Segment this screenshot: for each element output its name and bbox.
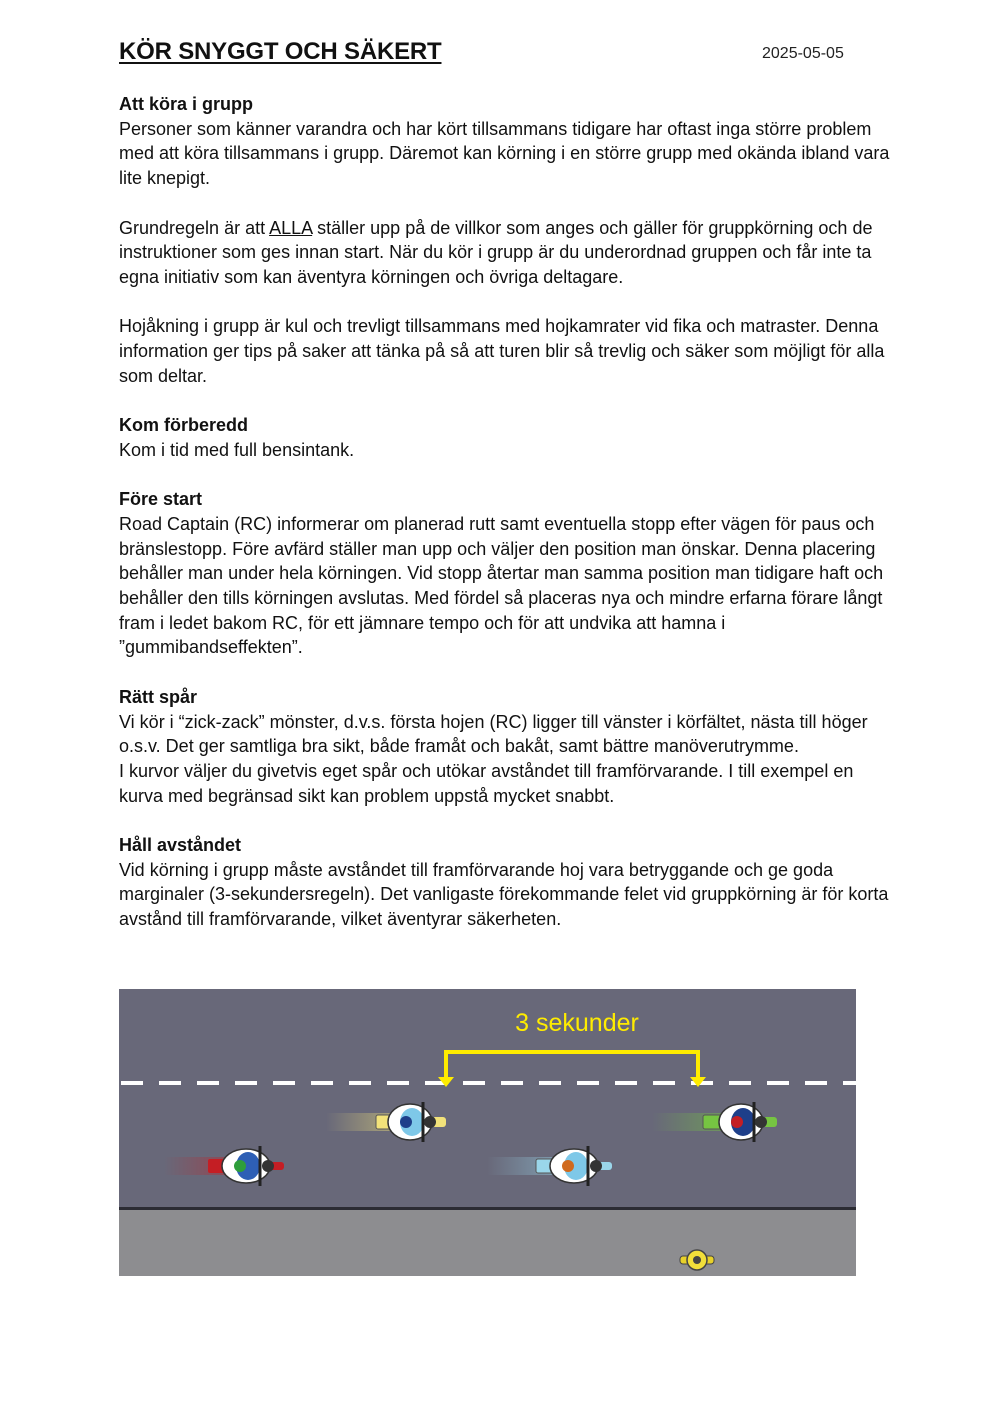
section-prepared xyxy=(119,413,899,462)
road-edge xyxy=(119,1207,856,1210)
group-riding-illustration xyxy=(119,989,856,1276)
section-heading: Kom förberedd xyxy=(119,415,249,436)
section-heading: Håll avståndet xyxy=(119,835,242,855)
paragraph-text: ställer upp på de villkor som anges och gäller för gruppkörning och de instruktioner som ges innan start. När du kör i grupp är du underordnad gruppen och får inte ta egna initiativ som kan äventyra körningen och övriga deltagare. xyxy=(119,217,873,287)
document-date: 2025-05-05 xyxy=(762,45,844,62)
paragraph: Hojåkning i grupp är kul och trevligt tillsammans med hojkamrater vid fika och matraster. Denna information ger tips på saker att tänka på så att turen blir så trevlig och säker som möjligt för alla som deltar. xyxy=(119,316,885,386)
paragraph: I kurvor väljer du givetvis eget spår och utökar avståndet till framförvarande. I till exempel en kurva med begränsad sikt kan problem uppstå mycket snabbt. xyxy=(119,760,854,806)
document-body xyxy=(119,92,899,957)
section-heading: Rätt spår xyxy=(119,686,198,707)
road-shoulder xyxy=(119,1210,856,1276)
section-before-start xyxy=(119,487,899,660)
emphasis-all: ALLA xyxy=(269,217,313,238)
paragraph: Road Captain (RC) informerar om planerad rutt samt eventuella stopp efter vägen för paus och bränslestopp. Före avfärd ställer man upp och väljer den position man önskar. Denna placering behåller man under hela körningen. Vid stopp återtar man samma position man tidigare haft och behåller den tills körningen avslutas. Med fördel så placeras nya och mindre erfarna förare långt fram i ledet bakom RC, för ett jämnare tempo och för att undvika att hamna i ”gummibandseffekten”. xyxy=(119,513,884,658)
section-right-track xyxy=(119,685,899,809)
section-heading: Före start xyxy=(119,489,203,510)
paragraph: Vid körning i grupp måste avståndet till framförvarande hoj vara betryggande och ge goda marginaler (3-sekundersregeln). Det vanligaste förekommande felet vid gruppkörning är för korta avstånd till framförvarande, vilket äventyrar säkerheten. xyxy=(119,859,889,930)
paragraph xyxy=(119,216,899,290)
section-ground-rule xyxy=(119,216,899,290)
section-keep-distance xyxy=(119,833,899,932)
section-fun xyxy=(119,314,899,388)
paragraph: Personer som känner varandra och har kört tillsammans tidigare har oftast inga större problem med att köra tillsammans i grupp. Däremot kan körning i en större grupp med okända ibland vara lite knepigt. xyxy=(119,118,890,189)
section-group-riding xyxy=(119,92,899,191)
document-title: KÖR SNYGGT OCH SÄKERT xyxy=(119,38,442,65)
section-heading: Att köra i grupp xyxy=(119,94,253,114)
three-second-label: 3 sekunder xyxy=(515,1009,639,1037)
paragraph-text: Grundregeln är att xyxy=(119,217,270,238)
paragraph: Vi kör i “zick-zack” mönster, d.v.s. första hojen (RC) ligger till vänster i körfältet, nästa till höger o.s.v. Det ger samtliga bra sikt, både framåt och bakåt, samt bättre manöverutrymme. xyxy=(119,711,868,757)
paragraph: Kom i tid med full bensintank. xyxy=(119,439,355,460)
road-diagram xyxy=(119,989,856,1276)
